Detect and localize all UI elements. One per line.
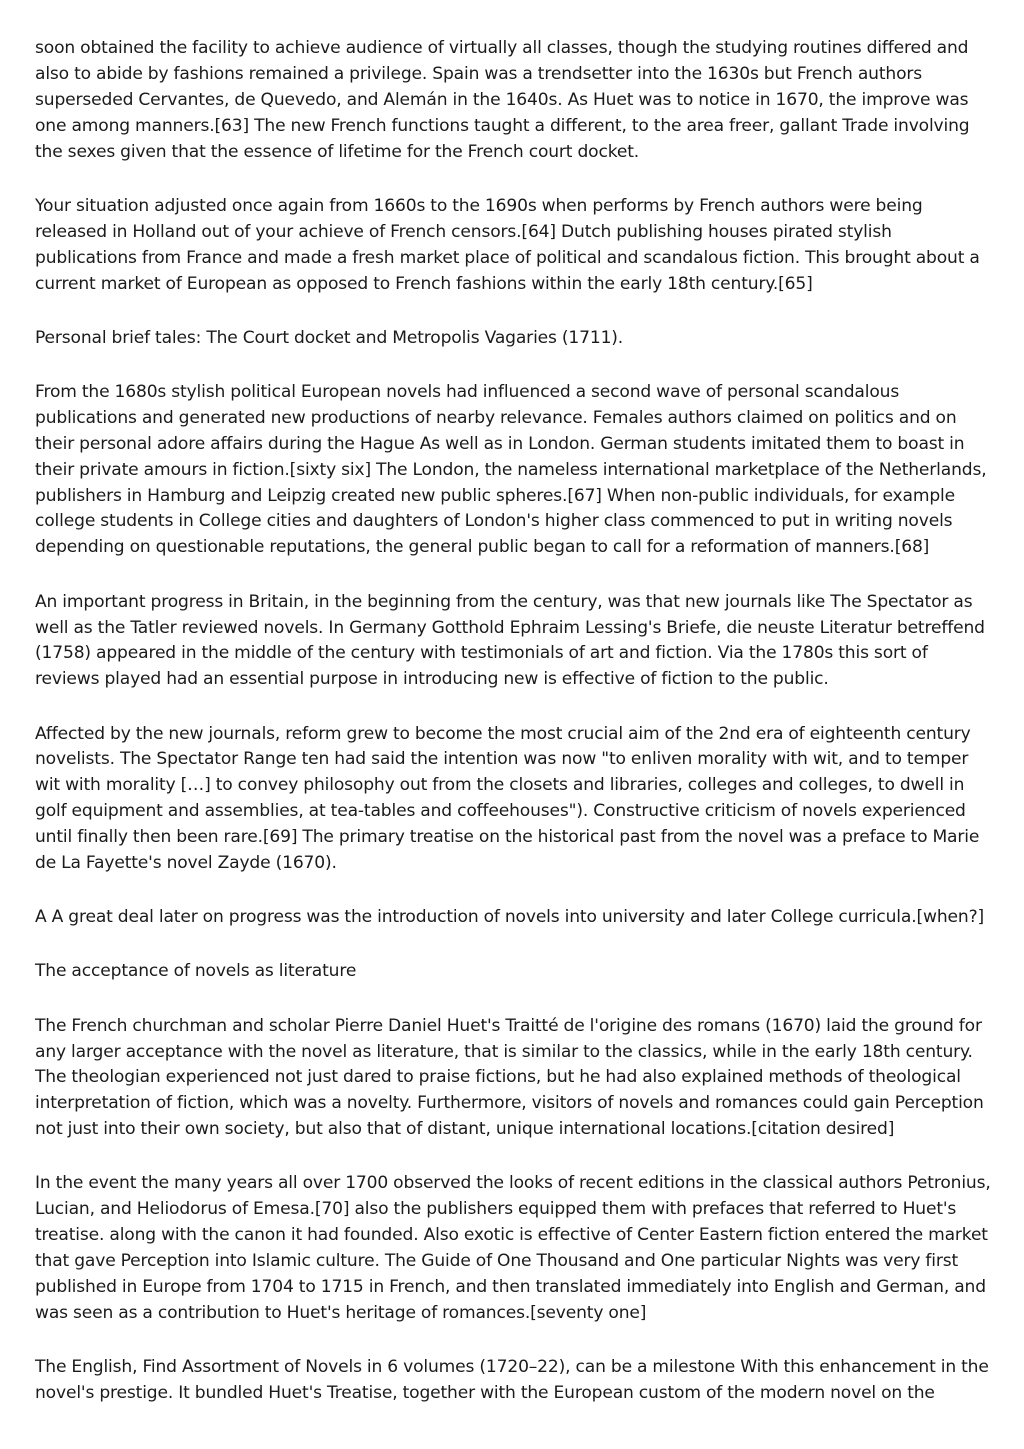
paragraph-fashion-trendsetters: soon obtained the facility to achieve audience of virtually all classes, though the studying routines differed and also to abide by fashions remained a privilege. Spain was a trendsetter into the 1630s but French authors superseded Cervantes, de Quevedo, and Alemán in the 1640s. As Huet was to notice in 1670, the improve was one among manners.[63] The new French functions taught a different, to the area freer, gallant Trade involving the sexes given that the essence of lifetime for the French court docket. <box>35 38 970 162</box>
paragraph-english-collection: The English, Find Assortment of Novels in 6 volumes (1720–22), can be a milestone With this enhancement in the novel's prestige. It bundled Huet's Treatise, together with the European custom of the modern novel on the <box>35 1357 989 1404</box>
paragraph-scandalous-publications: From the 1680s stylish political European novels had influenced a second wave of personal scandalous publications and generated new productions of nearby relevance. Females authors claimed on politics and on their personal adore affairs during the Hague As well as in London. German students imitated them to boast in their private amours in fiction.[sixty six] The London, the nameless international marketplace of the Netherlands, publishers in Hamburg and Leipzig created new public spheres.[67] When non-public individuals, for example college students in College cities and daughters of London's higher class commenced to put in writing novels depending on questionable reputations, the general public began to call for a reformation of manners.[68] <box>35 381 987 558</box>
paragraph-journals-reviews: An important progress in Britain, in the beginning from the century, was that new journals like The Spectator as well as the Tatler reviewed novels. In Germany Gotthold Ephraim Lessing's Briefe, die neuste Literatur betreffend (1758) appeared in the middle of the century with testimonials of art and fiction. Via the 1780s this sort of reviews played had an essential purpose in introducing new is effective of fiction to the public. <box>35 591 985 690</box>
paragraph-huet-traitte: The French churchman and scholar Pierre Daniel Huet's Traitté de l'origine des romans (1670) laid the ground for any larger acceptance with the novel as literature, that is similar to the classics, while in the early 18th century. The theologian experienced not just dared to praise fictions, but he had also explained methods of theological interpretation of fiction, which was a novelty. Furthermore, visitors of novels and romances could gain Perception not just into their own society, but also that of distant, unique international locations.[citation desired] <box>35 1015 984 1140</box>
paragraph-university-curricula: A A great deal later on progress was the introduction of novels into university and later College curricula.[when?] <box>35 907 985 928</box>
paragraph-classical-editions: In the event the many years all over 1700 observed the looks of recent editions in the classical authors Petronius, Lucian, and Heliodorus of Emesa.[70] also the publishers equipped them with prefaces that referred to Huet's treatise. along with the canon it had founded. Also exotic is effective of Center Eastern fiction entered the market that gave Perception into Islamic culture. The Guide of One Thousand and One particular Nights was very first published in Europe from 1704 to 1715 in French, and then translated immediately into English and German, and was seen as a contribution to Huet's heritage of romances.[seventy one] <box>35 1173 991 1324</box>
paragraph-reform-aim: Affected by the new journals, reform grew to become the most crucial aim of the 2nd era of eighteenth century novelists. The Spectator Range ten had said the intention was now "to enliven morality with wit, and to temper wit with morality […] to convey philosophy out from the closets and libraries, colleges and colleges, to dwell in golf equipment and assemblies, at tea-tables and coffeehouses"). Constructive criticism of novels experienced until finally then been rare.[69] The primary treatise on the historical past from the novel was a preface to Marie de La Fayette's novel Zayde (1670). <box>35 723 980 874</box>
paragraph-dutch-publishing: Your situation adjusted once again from 1660s to the 1690s when performs by French authors were being released in Holland out of your achieve of French censors.[64] Dutch publishing houses pirated stylish publications from France and made a fresh market place of political and scandalous fiction. This brought about a current market of European as opposed to French fashions within the early 18th century.[65] <box>35 195 980 294</box>
section-heading-acceptance: The acceptance of novels as literature <box>35 961 357 982</box>
document-body <box>35 36 995 1435</box>
paragraph-court-docket-caption: Personal brief tales: The Court docket and Metropolis Vagaries (1711). <box>35 327 624 348</box>
